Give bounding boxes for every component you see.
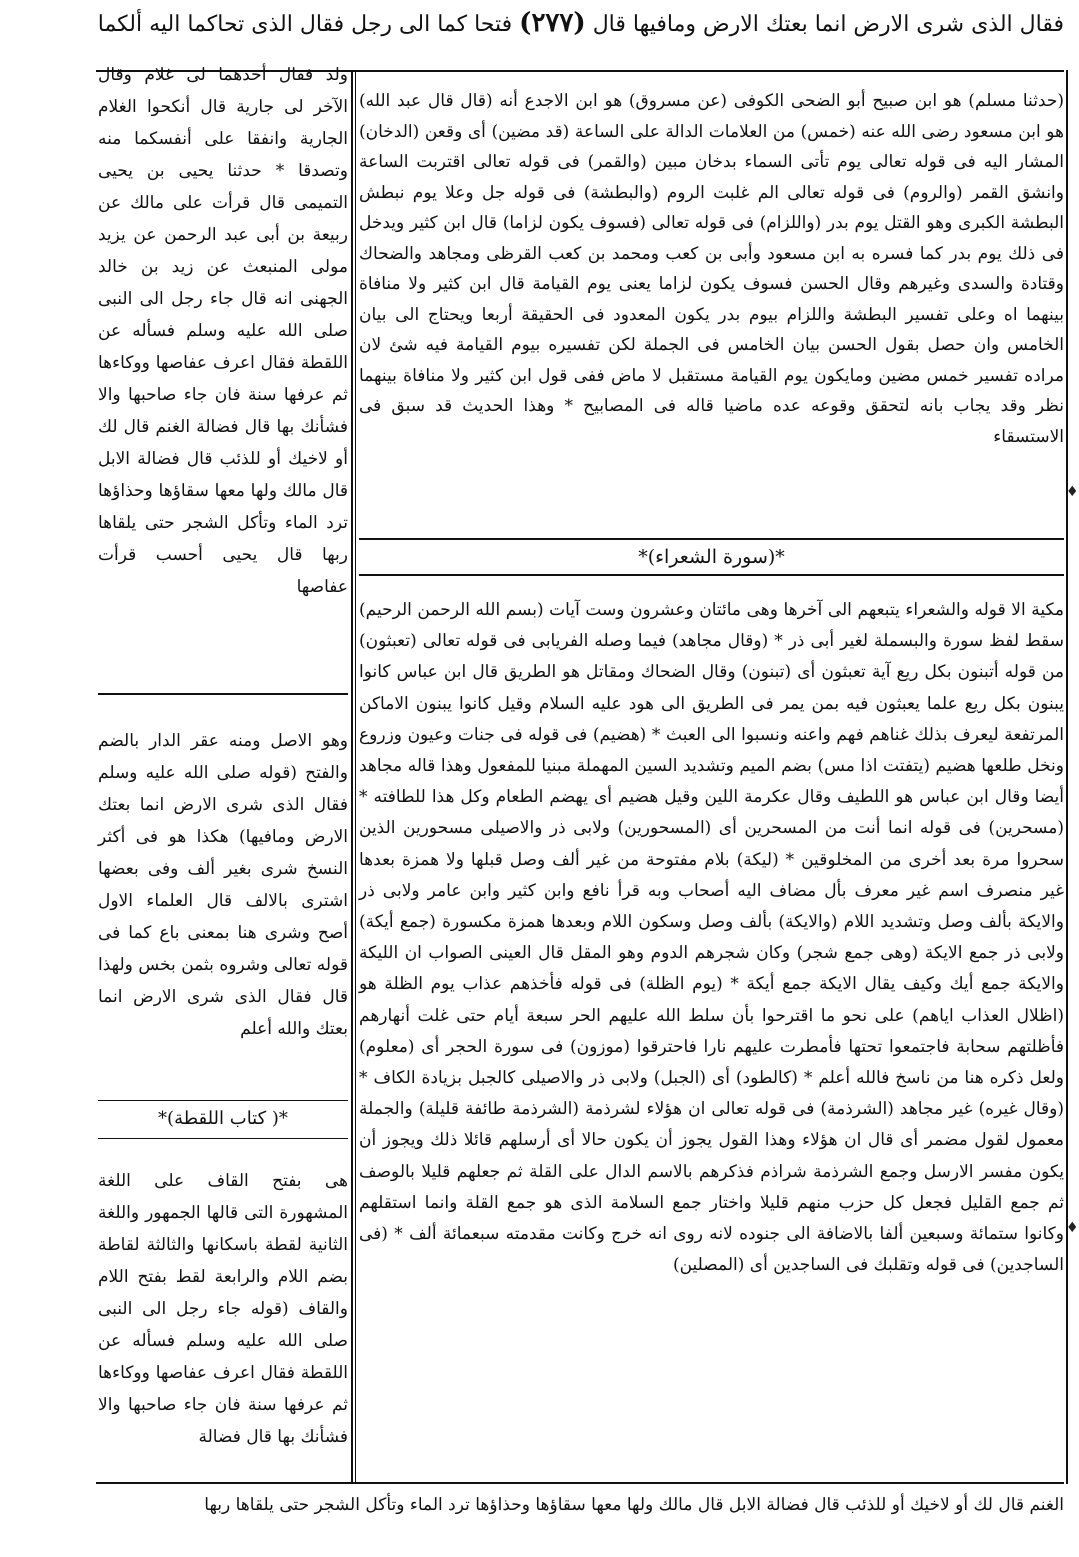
header-right-text: فقال الذى شرى الارض انما بعتك الارض ومافيها قال	[592, 12, 1064, 37]
margin-mark-icon: ♦	[1066, 484, 1079, 500]
page-footer: الغنم قال لك أو لاخيك أو للذئب قال فضالة الابل قال مالك ولها معها سقاؤها وحذاؤها ترد الماء وتأكل الشجر حتى يلقاها ربها	[204, 1495, 1064, 1515]
margin-mark-icon: ♦	[1066, 1220, 1079, 1236]
column-divider-left	[351, 70, 353, 1484]
frame-right-rule	[1066, 70, 1068, 1484]
surah-title-bottom-rule	[359, 574, 1064, 576]
chapter-title: *( كتاب اللقطة)*	[158, 1108, 288, 1129]
main-paragraph: (حدثنا مسلم) هو ابن صبيح أبو الضحى الكوفى (عن مسروق) هو ابن الاجدع أنه (قال قال عبد الله) هو ابن مسعود رضى الله عنه (خمس) من العلامات الدالة على الساعة (قد مضين) أى وقعن (الدخان) المشار اليه فى قوله تعالى يوم تأتى السماء بدخان مبين (والقمر) فى قوله تعالى اقتربت الساعة وانشق القمر (والروم) فى قوله تعالى الم غلبت الروم (والبطشة) فى قوله جل وعلا يوم نبطش البطشة الكبرى وهو القتل يوم بدر (واللزام) فى قوله تعالى (فسوف يكون لزاما) قال ابن كثير ويدخل فى ذلك يوم بدر كما فسره به ابن مسعود وأبى بن كعب ومحمد بن كعب القرظى ومجاهد والضحاك وقتادة والسدى وغيرهم وقال الحسن فسوف يكون لزاما يعنى يوم القيامة قال ابن كثير ولا منافاة بينهما اه وعلى تفسير البطشة واللزام بيوم بدر يكون المعدود فى الحقيقة أربعا ويحتاج الى بيان الخامس وان حصل بقول الحسن بيان الخامس فى الجملة لكن تفسيره بيوم القيامة فيه شئ لان مراده تفسير خمس مضين ومايكون يوم القيامة مستقبل لا ماض ففى قول ابن كثير ولا منافاة بينهما نظر وقد يجاب بانه لتحقق وقوعه عده ماضيا قاله فى المصابيح * وهذا الحديث قد سبق فى الاستسقاء	[359, 91, 1064, 447]
page-number: (٢٧٧)	[519, 8, 586, 38]
surah-title-top-rule	[359, 538, 1064, 540]
side-divider-3	[98, 1138, 348, 1139]
surah-commentary-block	[359, 578, 1064, 1473]
side-chapter-block	[98, 1148, 348, 1478]
side-chapter-paragraph: هى بفتح القاف على اللغة المشهورة التى قالها الجمهور واللغة الثانية لقطة باسكانها والثالثة لقاطة بضم اللام والرابعة لقط بفتح اللام والقاف (قوله جاء رجل الى النبى صلى الله عليه وسلم فسأله عن اللقطة فقال اعرف عفاصها ووكاءها ثم عرفها سنة فان جاء صاحبها والا فشأنك بها قال فضالة	[98, 1171, 348, 1447]
side-commentary-paragraph: وهو الاصل ومنه عقر الدار بالضم والفتح (قوله صلى الله عليه وسلم فقال الذى شرى الارض انما بعتك الارض ومافيها) هكذا هو فى أكثر النسخ شرى بغير ألف وفى بعضها اشترى بالالف قال العلماء الاول أصح وشرى هنا بمعنى باع كما فى قوله تعالى وشروه بثمن بخس ولهذا قال فقال الذى شرى الارض انما بعتك والله أعلم	[98, 731, 348, 1039]
surah-title: *(سورة الشعراء)*	[638, 546, 785, 568]
side-hadith-block	[98, 42, 348, 682]
side-commentary-block	[98, 708, 348, 1128]
side-divider-2	[98, 1100, 348, 1101]
column-divider-right	[355, 70, 356, 1484]
side-hadith-paragraph: ولد فقال أحدهما لى غلام وقال الآخر لى جارية قال أنكحوا الغلام الجارية وانفقا على أنفسكما منه وتصدقا * حدثنا يحيى بن يحيى التميمى قال قرأت على مالك عن ربيعة بن أبى عبد الرحمن عن يزيد مولى المنبعث عن زيد بن خالد الجهنى انه قال جاء رجل الى النبى صلى الله عليه وسلم فسأله عن اللقطة فقال اعرف عفاصها ووكاءها ثم عرفها سنة فان جاء صاحبها والا فشأنك بها قال فضالة الغنم قال لك أو لاخيك أو للذئب قال فضالة الابل قال مالك ولها معها سقاؤها وحذاؤها ترد الماء وتأكل الشجر حتى يلقاها ربها قال يحيى أحسب قرأت عفاصها	[98, 65, 348, 597]
header-left-text: فتحا كما الى رجل فقال الذى تحاكما اليه ألكما	[97, 12, 513, 37]
side-divider-1	[98, 693, 348, 695]
main-commentary-block	[359, 86, 1064, 533]
surah-paragraph: مكية الا قوله والشعراء يتبعهم الى آخرها وهى مائتان وعشرون وست آيات (بسم الله الرحمن الرحيم) سقط لفظ سورة والبسملة لغير أبى ذر * (وقال مجاهد) فيما وصله الفريابى فى قوله تعالى (تعبثون) من قوله أتبنون بكل ريع آية تعبثون أى (تبنون) وقال الضحاك ومقاتل هو الطريق قال ابن عباس كانوا يبنون بكل ريع علما يعبثون فيه بمن يمر فى الطريق الى هود عليه السلام وقيل كانوا يبنون الاماكن المرتفعة ليعرف بذلك غناهم فهم واعنه ونسبوا الى العبث * (هضيم) فى قوله فى جنات وعيون وزروع ونخل طلعها هضيم (يتفتت اذا مس) بضم الميم وتشديد السين المهملة مبنيا للمفعول وهذا قاله مجاهد أيضا وقال ابن عباس هو اللطيف وقال عكرمة اللين وقيل هضيم أى يهضم الطعام وكل هذا للطافته * (مسحرين) فى قوله انما أنت من المسحرين أى (المسحورين) ولابى ذر والاصيلى مسحورين الذين سحروا مرة بعد أخرى من المخلوقين * (ليكة) بلام مفتوحة من غير ألف وصل قبلها ولا همزة بعدها غير منصرف اسم غير معرف بأل مضاف اليه أصحاب وبه قرأ نافع وابن كثير وابن عامر ولابى ذر والايكة بألف وصل وتشديد اللام (والايكة) بألف وصل وسكون اللام وبعدها همزة مكسورة (جمع أيكة) ولابى ذر جمع الايكة (وهى جمع شجر) وكان شجرهم الدوم وهو المقل قال العينى الصواب ان الليكة والايكة جمع أيك وكيف يقال الايكة جمع أيكة * (يوم الظلة) فى قوله فأخذهم عذاب يوم الظلة هو (اظلال العذاب اياهم) على نحو ما اقترحوا بأن سلط الله عليهم الحر سبعة أيام حتى غلت أنهارهم فأظلتهم سحابة فاجتمعوا تحتها فأمطرت عليهم نارا فاحترقوا (موزون) فى سورة الحجر أى (معلوم) ولعل ذكره هنا من ناسخ فالله أعلم * (كالطود) أى (الجبل) ولابى ذر والاصيلى كالجبل بزيادة الكاف * (وقال غيره) غير مجاهد (الشرذمة) فى قوله تعالى ان هؤلاء لشرذمة (الشرذمة طائفة قليلة) والجملة معمول لقول مضمر أى قال ان هؤلاء وهذا القول يجوز أن يكون حالا أى أرسلهم قائلا ذلك ويجوز أن يكون مفسر الارسل وجمع الشرذمة شراذم فذكرهم بالاسم الدال على القلة ثم جعلهم قليلا بالوصف ثم جمع القليل فجعل كل حزب منهم قليلا واختار جمع السلامة الذى هو جمع القلة وانما استقلهم وكانوا ستمائة وسبعين ألفا بالاضافة الى جنوده لانه روى انه خرج وكانت مقدمته سبعمائة ألف * (فى الساجدين) فى قوله وتقلبك فى الساجدين أى (المصلين)	[359, 600, 1065, 1276]
frame-bottom-rule	[96, 1482, 1064, 1484]
